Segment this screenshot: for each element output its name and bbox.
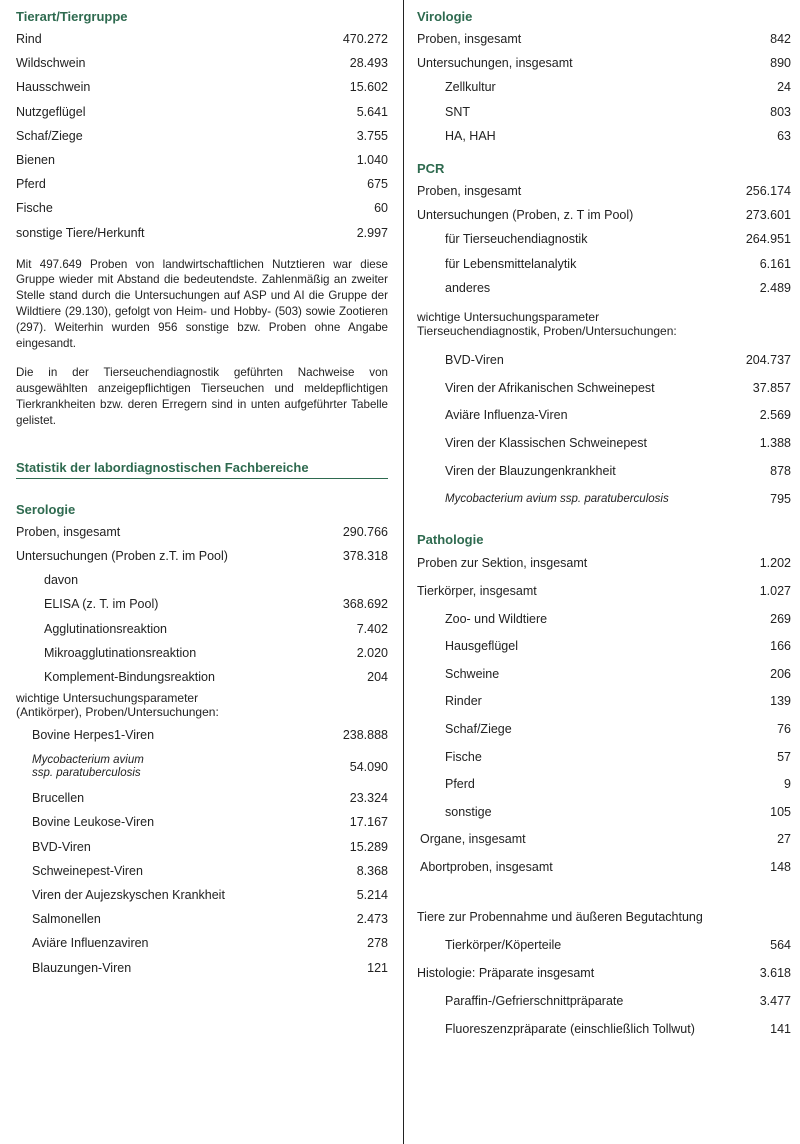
- table-row: Pferd 675: [16, 177, 388, 192]
- table-row: Abortproben, insgesamt 148: [420, 859, 791, 874]
- table-row: Viren der Aujezskyschen Krankheit 5.214: [32, 888, 388, 902]
- table-row: Schaf/Ziege 3.755: [16, 128, 388, 143]
- table-row: für Lebensmittelanalytik 6.161: [445, 256, 791, 271]
- table-row: für Tierseuchendiagnostik 264.951: [445, 232, 791, 247]
- table-row: Hausgeflügel 166: [445, 639, 791, 654]
- table-row: Mikroagglutinationsreaktion 2.020: [44, 645, 388, 660]
- table-row: HA, HAH 63: [445, 128, 791, 143]
- table-row: Viren der Afrikanischen Schweinepest 37.857: [445, 380, 791, 395]
- table-row: Tierkörper, insgesamt 1.027: [417, 584, 791, 599]
- table-row: BVD-Viren 204.737: [445, 352, 791, 367]
- table-row: Schaf/Ziege 76: [445, 722, 791, 737]
- table-row: Mycobacterium avium ssp. paratuberculosis 795: [445, 491, 791, 506]
- table-row: Paraffin-/Gefrierschnittpräparate 3.477: [445, 993, 791, 1008]
- table-row: Salmonellen 2.473: [32, 912, 388, 927]
- paragraph-nutztiere: Mit 497.649 Proben von landwirtschaftlichen Nutztieren war diese Gruppe wieder mit Abstand die bedeutendste. Zahlenmäßig an zweiter Stelle stand durch die Untersuchungen auf ASP und AI die Gruppe der Wildtiere (29.130), gefolgt von Heim- und Hobby- (503) sowie Zootieren (297). Weiterhin wurden 956 sonstige bzw. Proben ohne Angabe eingesandt.: [16, 257, 388, 350]
- table-row: Zellkultur 24: [445, 80, 791, 95]
- table-row: Untersuchungen (Proben z.T. im Pool) 378.318: [16, 548, 388, 563]
- table-row: Aviäre Influenza-Viren 2.569: [445, 408, 791, 423]
- table-row: sonstige Tiere/Herkunft 2.997: [16, 225, 388, 240]
- table-row: Untersuchungen, insgesamt 890: [417, 56, 791, 71]
- table-row: sonstige 105: [445, 804, 791, 819]
- tierart-heading: Tierart/Tiergruppe: [16, 9, 128, 24]
- table-row: davon: [44, 573, 79, 588]
- table-row: anderes 2.489: [445, 280, 791, 295]
- table-row: Schweinepest-Viren 8.368: [32, 863, 388, 878]
- table-row: Rind 470.272: [16, 32, 388, 47]
- serologie-param-caption: wichtige Untersuchungsparameter (Antikörper), Proben/Untersuchungen:: [16, 690, 219, 719]
- table-row: Untersuchungen (Proben, z. T im Pool) 273.601: [417, 208, 791, 223]
- pcr-param-caption: wichtige Untersuchungsparameter Tierseuchendiagnostik, Proben/Untersuchungen:: [417, 309, 677, 338]
- table-row: Proben, insgesamt 842: [417, 32, 791, 47]
- table-row: Pferd 9: [445, 777, 791, 792]
- table-row: Proben zur Sektion, insgesamt 1.202: [417, 556, 791, 571]
- table-row: BVD-Viren 15.289: [32, 839, 388, 854]
- table-row: Hausschwein 15.602: [16, 80, 388, 95]
- table-row: Tierkörper/Köperteile 564: [445, 937, 791, 952]
- table-row: Bienen 1.040: [16, 153, 388, 168]
- tierart-table: [16, 27, 388, 245]
- virologie-heading: Virologie: [417, 9, 473, 24]
- table-row: Zoo- und Wildtiere 269: [445, 611, 791, 626]
- table-row: Bovine Leukose-Viren 17.167: [32, 815, 388, 830]
- column-divider: [403, 0, 404, 1144]
- table-row: Proben, insgesamt 290.766: [16, 524, 388, 539]
- paragraph-tierseuchen: Die in der Tierseuchendiagnostik geführten Nachweise von ausgewählten anzeigepflichtigen Tierseuchen und meldepflichtigen Tierkrankheiten bzw. deren Erregern sind in unten aufgeführter Tabelle gelistet.: [16, 366, 388, 427]
- pathologie-heading: Pathologie: [417, 531, 484, 547]
- left-column: [16, 0, 388, 980]
- statistik-heading: Statistik der labordiagnostischen Fachbereiche: [16, 457, 388, 479]
- table-row: Schweine 206: [445, 666, 791, 681]
- table-row: Nutzgeflügel 5.641: [16, 104, 388, 119]
- table-row: Proben, insgesamt 256.174: [417, 184, 791, 199]
- table-row: Wildschwein 28.493: [16, 56, 388, 71]
- table-row: Blauzungen-Viren 121: [32, 960, 388, 975]
- table-row: Komplement-Bindungsreaktion 204: [44, 669, 388, 684]
- table-row: Fische 57: [445, 749, 791, 764]
- begutachtung-heading: Tiere zur Probennahme und äußeren Begutachtung: [417, 909, 703, 924]
- table-row: Fluoreszenzpräparate (einschließlich Tollwut) 141: [445, 1021, 791, 1036]
- table-row: Brucellen 23.324: [32, 791, 388, 806]
- table-row: Fische 60: [16, 201, 388, 216]
- serologie-heading: Serologie: [16, 501, 76, 517]
- table-row: Viren der Klassischen Schweinepest 1.388: [445, 436, 791, 451]
- table-row: Agglutinationsreaktion 7.402: [44, 621, 388, 636]
- table-row: Mycobacterium avium ssp. paratuberculosis 54.090: [32, 753, 388, 779]
- table-row: Aviäre Influenzaviren 278: [32, 936, 388, 951]
- table-row: Organe, insgesamt 27: [420, 832, 791, 847]
- table-row: Bovine Herpes1-Viren 238.888: [32, 728, 388, 743]
- pcr-heading: PCR: [417, 160, 445, 176]
- right-column: [417, 0, 791, 1043]
- table-row: Rinder 139: [445, 694, 791, 709]
- table-row: SNT 803: [445, 104, 791, 119]
- table-row: Histologie: Präparate insgesamt 3.618: [417, 965, 791, 980]
- table-row: ELISA (z. T. im Pool) 368.692: [44, 597, 388, 612]
- table-row: Viren der Blauzungenkrankheit 878: [445, 463, 791, 478]
